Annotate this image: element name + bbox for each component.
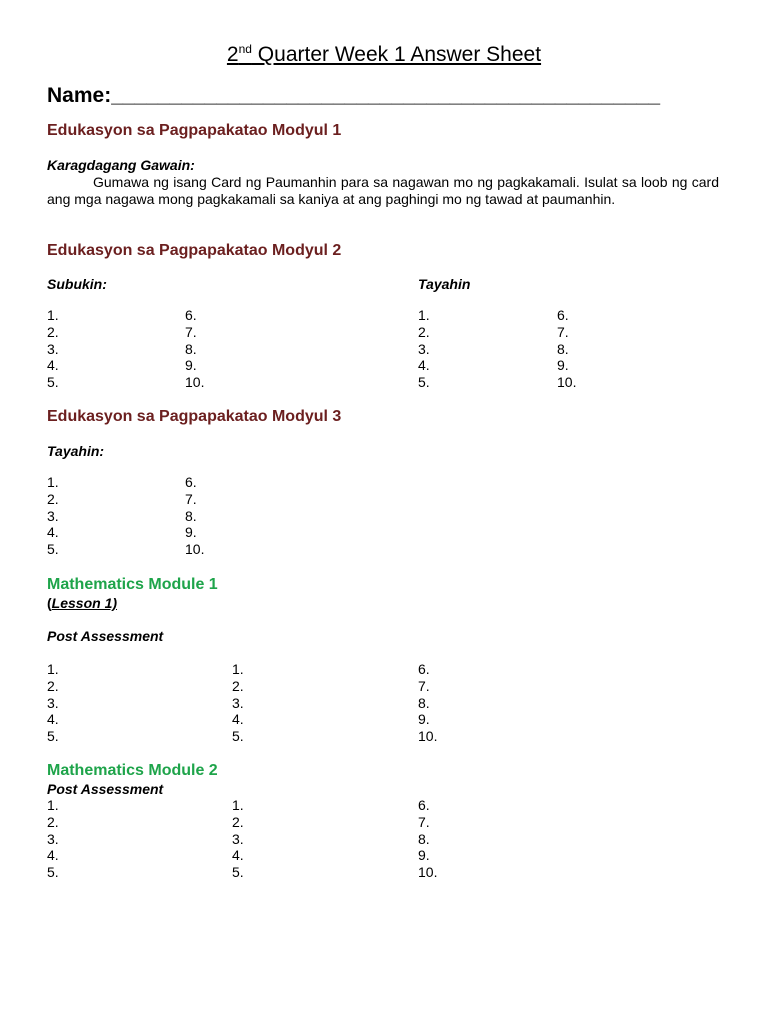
answer-item: 1.: [47, 797, 59, 813]
answer-item: 5.: [232, 864, 244, 881]
esp-modyul-2-heading: Edukasyon sa Pagpapakatao Modyul 2: [47, 242, 342, 259]
answer-item: 7.: [418, 813, 430, 830]
answer-item: 8.: [185, 507, 197, 524]
answer-item: 3.: [47, 340, 59, 357]
answer-item: 5.: [47, 374, 59, 391]
answer-item: 8.: [185, 340, 197, 357]
answer-item: 3.: [47, 830, 59, 847]
answer-item: 3.: [418, 340, 430, 357]
answer-item: 2.: [232, 677, 244, 694]
answer-item: 1.: [47, 307, 59, 323]
answer-list: [47, 474, 59, 558]
answer-item: 5.: [47, 864, 59, 881]
answer-item: 1.: [47, 474, 59, 490]
answer-item: 10.: [557, 374, 577, 391]
answer-item: 2.: [232, 813, 244, 830]
answer-list: [185, 474, 204, 558]
answer-list: [47, 661, 59, 745]
answer-list: [418, 661, 437, 745]
post-assessment-label: Post Assessment: [47, 628, 164, 644]
answer-item: 1.: [47, 661, 59, 677]
post-assessment-label: Post Assessment: [47, 781, 164, 797]
answer-item: 2.: [47, 813, 59, 830]
answer-item: 6.: [185, 474, 197, 490]
answer-item: 5.: [232, 728, 244, 745]
answer-item: 10.: [418, 728, 438, 745]
esp-modyul-1-heading: Edukasyon sa Pagpapakatao Modyul 1: [47, 122, 342, 139]
answer-item: 1.: [418, 307, 430, 323]
answer-item: 9.: [557, 357, 569, 374]
page-title: 2nd Quarter Week 1 Answer Sheet: [226, 42, 542, 66]
subukin-label: Subukin:: [47, 276, 107, 292]
tayahin-label: Tayahin:: [47, 443, 105, 459]
answer-item: 1.: [232, 797, 244, 813]
tayahin-label: Tayahin: [418, 276, 471, 292]
answer-item: 9.: [185, 524, 197, 541]
answer-list: [418, 797, 437, 881]
answer-item: 8.: [418, 830, 430, 847]
answer-item: 2.: [47, 677, 59, 694]
answer-item: 5.: [418, 374, 430, 391]
answer-item: 2.: [47, 490, 59, 507]
answer-item: 10.: [418, 864, 438, 881]
lesson-label: (Lesson 1): [47, 595, 118, 611]
name-field[interactable]: Name:_______________________________________________: [47, 84, 661, 107]
answer-item: 7.: [185, 323, 197, 340]
answer-item: 10.: [185, 374, 205, 391]
answer-item: 7.: [557, 323, 569, 340]
answer-item: 1.: [232, 661, 244, 677]
answer-item: 7.: [185, 490, 197, 507]
answer-item: 4.: [232, 711, 244, 728]
answer-item: 9.: [418, 847, 430, 864]
answer-item: 3.: [232, 694, 244, 711]
answer-item: 3.: [47, 507, 59, 524]
answer-item: 8.: [418, 694, 430, 711]
answer-list: [47, 307, 59, 391]
answer-item: 2.: [47, 323, 59, 340]
esp-modyul-1-instructions: Gumawa ng isang Card ng Paumanhin para sa nagawan mo ng pagkakamali. Isulat sa loob ng card ang mga nagawa mong pagkakamali sa kaniya at ang paghingi mo ng tawad at paumanhin.: [47, 174, 719, 207]
answer-item: 3.: [47, 694, 59, 711]
answer-item: 4.: [418, 357, 430, 374]
answer-item: 2.: [418, 323, 430, 340]
answer-list: [418, 307, 430, 391]
answer-item: 6.: [557, 307, 569, 323]
answer-item: 9.: [418, 711, 430, 728]
answer-item: 4.: [232, 847, 244, 864]
answer-item: 4.: [47, 357, 59, 374]
answer-list: [232, 797, 244, 881]
answer-item: 4.: [47, 524, 59, 541]
answer-item: 6.: [185, 307, 197, 323]
answer-item: 4.: [47, 711, 59, 728]
answer-item: 5.: [47, 541, 59, 558]
karagdagang-gawain-label: Karagdagang Gawain:: [47, 157, 195, 173]
answer-item: 7.: [418, 677, 430, 694]
answer-list: [232, 661, 244, 745]
answer-list: [185, 307, 204, 391]
answer-item: 4.: [47, 847, 59, 864]
answer-item: 3.: [232, 830, 244, 847]
math-module-2-heading: Mathematics Module 2: [47, 762, 218, 779]
esp-modyul-3-heading: Edukasyon sa Pagpapakatao Modyul 3: [47, 408, 342, 425]
answer-item: 9.: [185, 357, 197, 374]
math-module-1-heading: Mathematics Module 1: [47, 576, 218, 593]
answer-item: 10.: [185, 541, 205, 558]
answer-list: [47, 797, 59, 881]
answer-item: 5.: [47, 728, 59, 745]
answer-list: [557, 307, 576, 391]
answer-item: 6.: [418, 797, 430, 813]
answer-item: 8.: [557, 340, 569, 357]
answer-item: 6.: [418, 661, 430, 677]
